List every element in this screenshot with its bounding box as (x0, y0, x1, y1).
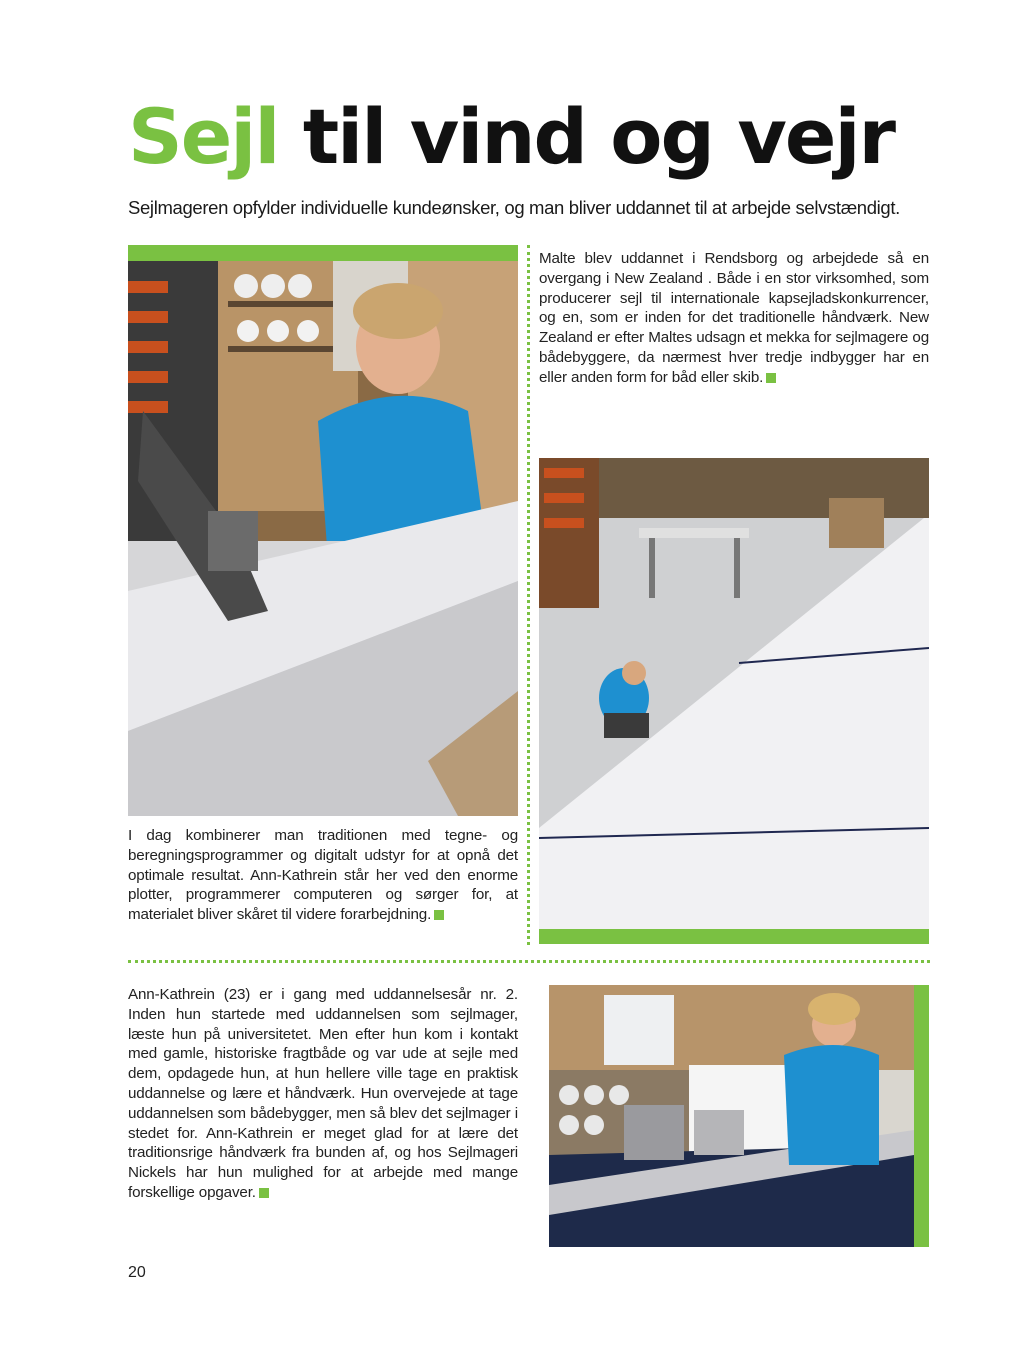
end-marker (766, 373, 776, 383)
end-marker (259, 1188, 269, 1198)
photo-sail-floor (539, 458, 929, 929)
photo-sewing-machine (128, 261, 518, 816)
title-rest: til vind og vejr (278, 92, 894, 181)
photo1-green-bar (128, 245, 518, 261)
page-number: 20 (128, 1264, 146, 1281)
photo2-green-bar (539, 929, 929, 944)
section-divider (128, 960, 930, 963)
malte-paragraph: Malte blev uddannet i Rendsborg og arbejdede så en overgang i New Zealand . Både i en stor virksomhed, som producerer sejl til internationale kapsejladskonkurrencer, og en, som er inden for det traditionelle håndværk. New Zealand er efter Maltes udsagn et mekka for sejlmagere og bådebyggere, da nærmest hver tredje indbygger har en eller anden form for båd eller skib. (539, 250, 929, 386)
ann-paragraph: Ann-Kathrein (23) er i gang med uddannelsesår nr. 2. Inden hun startede med uddannelsen som sejlmager, læste hun på universitetet. Men efter hun kom i kontakt med gamle, historiske fragtbåde og var ude at sejle med dem, opdagede hun, at hun hellere ville tage en praktisk uddannelse og lære et håndværk. Hun overvejede at tage uddannelsen som bådebygger, men så blev det sejlmager i stedet for. Ann-Kathrein er meget glad for at lære det traditionsrige håndværk fra bunden af, og hos Sejlmageri Nickels har hun mulighed for at arbejde med mange forskellige opgaver. (128, 986, 518, 1201)
photo3-green-bar (914, 985, 929, 1247)
photo-plotter (549, 985, 914, 1247)
page-title (128, 92, 894, 182)
subtitle: Sejlmageren opfylder individuelle kundeønsker, og man bliver uddannet til at arbejde selvstændigt. (128, 197, 900, 218)
photo1-caption: I dag kombinerer man traditionen med tegne- og beregningsprogrammer og digitalt udstyr for at opnå det optimale resultat. Ann-Kathrein står her ved den enorme plotter, programmerer computeren og sørger for, at materialet bliver skåret til videre forarbejdning. (128, 827, 518, 924)
title-accent: Sejl (128, 92, 279, 181)
column-divider (527, 245, 530, 945)
end-marker (434, 910, 444, 920)
